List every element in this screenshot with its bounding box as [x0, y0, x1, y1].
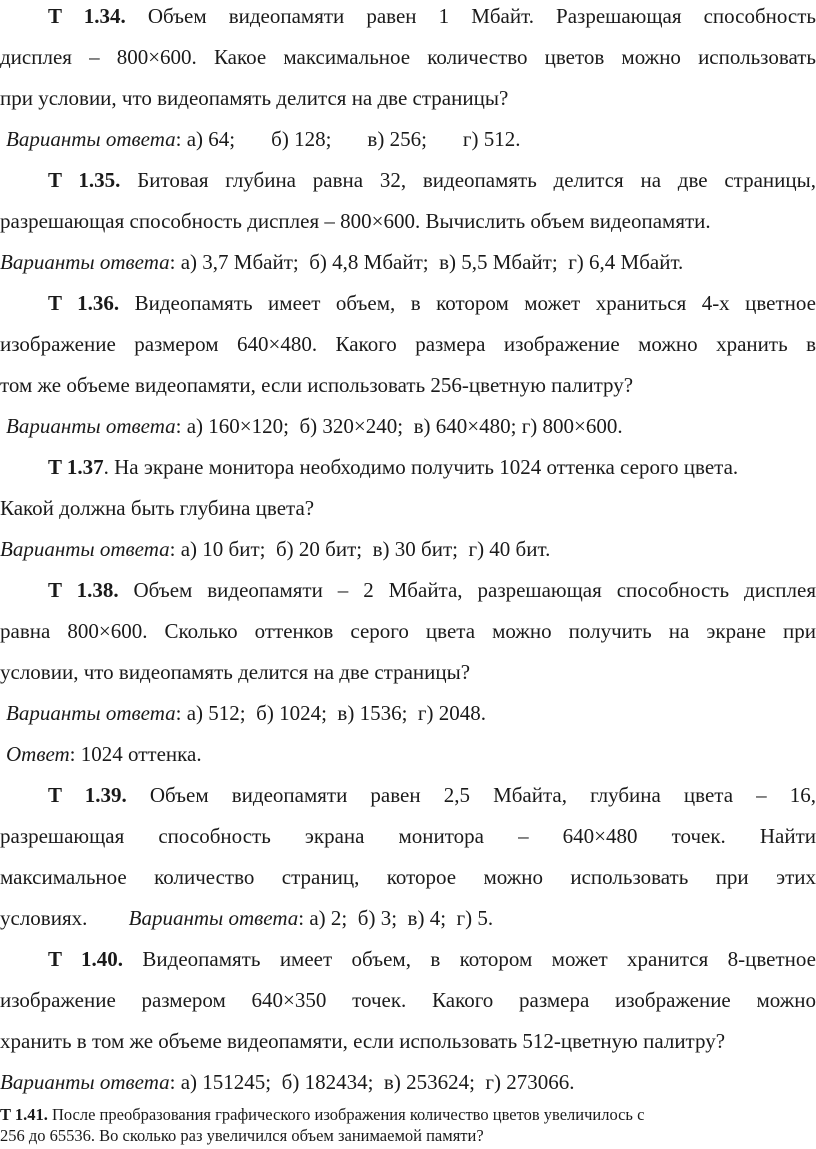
task-1-36-line-3: [0, 371, 816, 399]
answer-option: а) 3,7 Мбайт;: [180, 250, 299, 274]
task-text: После преобразования графического изображения количество цветов увеличилось с: [51, 1105, 645, 1124]
task-1-37-answers: Варианты ответа: а) 10 бит; б) 20 бит; в) 30 бит; г) 40 бит.: [0, 537, 551, 561]
answer-option: б) 3;: [357, 906, 398, 930]
answer-option: г) 40 бит.: [468, 537, 551, 561]
task-1-38-result: Ответ: 1024 оттенка.: [6, 742, 202, 766]
answer-option: в) 4;: [407, 906, 447, 930]
task-text: условиях.: [0, 906, 88, 930]
task-1-34-line-1: [0, 2, 816, 30]
answer-option: а) 512;: [186, 701, 246, 725]
task-text: Битовая глубина равна 32, видеопамять делится на две страницы,: [137, 168, 816, 192]
answer-option: г) 6,4 Мбайт.: [568, 250, 684, 274]
answer-option: а) 10 бит;: [180, 537, 266, 561]
answer-option: а) 160×120;: [186, 414, 289, 438]
task-text: равна 800×600. Сколько оттенков серого цвета можно получить на экране при: [0, 619, 816, 643]
task-1-41-line-1: [0, 1104, 816, 1126]
task-1-39-line-4: условиях. Варианты ответа: а) 2; б) 3; в) 4; г) 5.: [0, 906, 494, 930]
task-text: Видеопамять имеет объем, в котором может храниться 4-х цветное: [134, 291, 816, 315]
task-1-41-line-2: [0, 1125, 816, 1147]
task-1-40-line-2: [0, 986, 816, 1014]
task-1-36-line-2: [0, 330, 816, 358]
task-1-37-line-1: [0, 453, 816, 481]
task-1-35-line-2: [0, 207, 816, 235]
task-text: условии, что видеопамять делится на две страницы?: [0, 660, 471, 684]
answer-option: в) 256;: [367, 127, 427, 151]
task-text: разрешающая способность экрана монитора – 640×480 точек. Найти: [0, 824, 816, 848]
result-value: 1024 оттенка.: [80, 742, 202, 766]
task-text: хранить в том же объеме видеопамяти, если использовать 512-цветную палитру?: [0, 1029, 726, 1053]
answer-option: в) 5,5 Мбайт;: [439, 250, 558, 274]
answer-option: в) 1536;: [337, 701, 408, 725]
task-id: T 1.37: [48, 455, 104, 479]
task-text: том же объеме видеопамяти, если использовать 256-цветную палитру?: [0, 373, 634, 397]
answer-option: в) 253624;: [383, 1070, 475, 1094]
task-id: T 1.40.: [48, 947, 124, 971]
task-id: T 1.35.: [48, 168, 121, 192]
answers-label: Варианты ответа: [0, 1070, 170, 1094]
task-id: T 1.39.: [48, 783, 127, 807]
task-1-40-line-3: [0, 1027, 816, 1055]
task-1-38-line-2: [0, 617, 816, 645]
task-1-37-line-2: [0, 494, 816, 522]
answers-label: Варианты ответа: [6, 127, 176, 151]
answers-label: Варианты ответа: [0, 250, 170, 274]
task-1-40-answers: Варианты ответа: а) 151245; б) 182434; в) 253624; г) 273066.: [0, 1070, 575, 1094]
task-1-36-answers: Варианты ответа: а) 160×120; б) 320×240; в) 640×480; г) 800×600.: [6, 414, 623, 438]
answer-option: б) 182434;: [281, 1070, 374, 1094]
task-1-34-line-2: [0, 43, 816, 71]
answer-option: б) 4,8 Мбайт;: [309, 250, 429, 274]
answer-option: г) 2048.: [417, 701, 487, 725]
answers-label: Варианты ответа: [0, 537, 170, 561]
task-text: изображение размером 640×350 точек. Какого размера изображение можно: [0, 988, 816, 1012]
task-1-36-line-1: [0, 289, 816, 317]
task-text: Видеопамять имеет объем, в котором может хранится 8-цветное: [142, 947, 816, 971]
task-id: T 1.41.: [0, 1105, 48, 1124]
answer-option: г) 5.: [456, 906, 494, 930]
task-text: дисплея – 800×600. Какое максимальное количество цветов можно использовать: [0, 45, 816, 69]
task-text: Объем видеопамяти равен 2,5 Мбайта, глубина цвета – 16,: [149, 783, 816, 807]
task-text: Объем видеопамяти равен 1 Мбайт. Разрешающая способность: [147, 4, 816, 28]
task-id: T 1.34.: [48, 4, 126, 28]
task-1-39-line-2: [0, 822, 816, 850]
task-1-38-line-3: [0, 658, 816, 686]
task-text: . На экране монитора необходимо получить 1024 оттенка серого цвета.: [103, 455, 739, 479]
task-text: 256 до 65536. Во сколько раз увеличился объем занимаемой памяти?: [0, 1126, 484, 1145]
answer-option: б) 20 бит;: [275, 537, 363, 561]
answer-option: а) 151245;: [180, 1070, 272, 1094]
answer-option: г) 800×600.: [521, 414, 623, 438]
answer-option: в) 640×480;: [413, 414, 517, 438]
task-text: Объем видеопамяти – 2 Мбайта, разрешающая способность дисплея: [133, 578, 816, 602]
result-label: Ответ: [6, 742, 70, 766]
answers-label: Варианты ответа: [128, 906, 299, 930]
task-1-35-answers: Варианты ответа: а) 3,7 Мбайт; б) 4,8 Мбайт; в) 5,5 Мбайт; г) 6,4 Мбайт.: [0, 250, 684, 274]
task-1-39-line-3: [0, 863, 816, 891]
task-text: разрешающая способность дисплея – 800×600. Вычислить объем видеопамяти.: [0, 209, 711, 233]
task-id: T 1.36.: [48, 291, 120, 315]
task-1-34-line-3: [0, 84, 816, 112]
task-1-39-line-1: [0, 781, 816, 809]
task-text: при условии, что видеопамять делится на две страницы?: [0, 86, 509, 110]
task-text: максимальное количество страниц, которое можно использовать при этих: [0, 865, 816, 889]
task-id: T 1.38.: [48, 578, 119, 602]
task-1-40-line-1: [0, 945, 816, 973]
answer-option: б) 1024;: [256, 701, 327, 725]
answer-option: б) 320×240;: [299, 414, 404, 438]
task-text: Какой должна быть глубина цвета?: [0, 496, 315, 520]
answer-option: а) 2;: [309, 906, 348, 930]
answers-label: Варианты ответа: [6, 701, 176, 725]
answer-option: г) 273066.: [485, 1070, 575, 1094]
answers-label: Варианты ответа: [6, 414, 176, 438]
task-1-38-line-1: [0, 576, 816, 604]
answer-option: в) 30 бит;: [372, 537, 458, 561]
answer-option: б) 128;: [271, 127, 332, 151]
task-1-38-answers: Варианты ответа: а) 512; б) 1024; в) 1536; г) 2048.: [6, 701, 487, 725]
answer-option: а) 64;: [186, 127, 236, 151]
answer-option: г) 512.: [462, 127, 521, 151]
task-1-35-line-1: [0, 166, 816, 194]
task-1-34-answers: Варианты ответа: а) 64; б) 128; в) 256; г) 512.: [6, 127, 521, 151]
task-text: изображение размером 640×480. Какого размера изображение можно хранить в: [0, 332, 816, 356]
